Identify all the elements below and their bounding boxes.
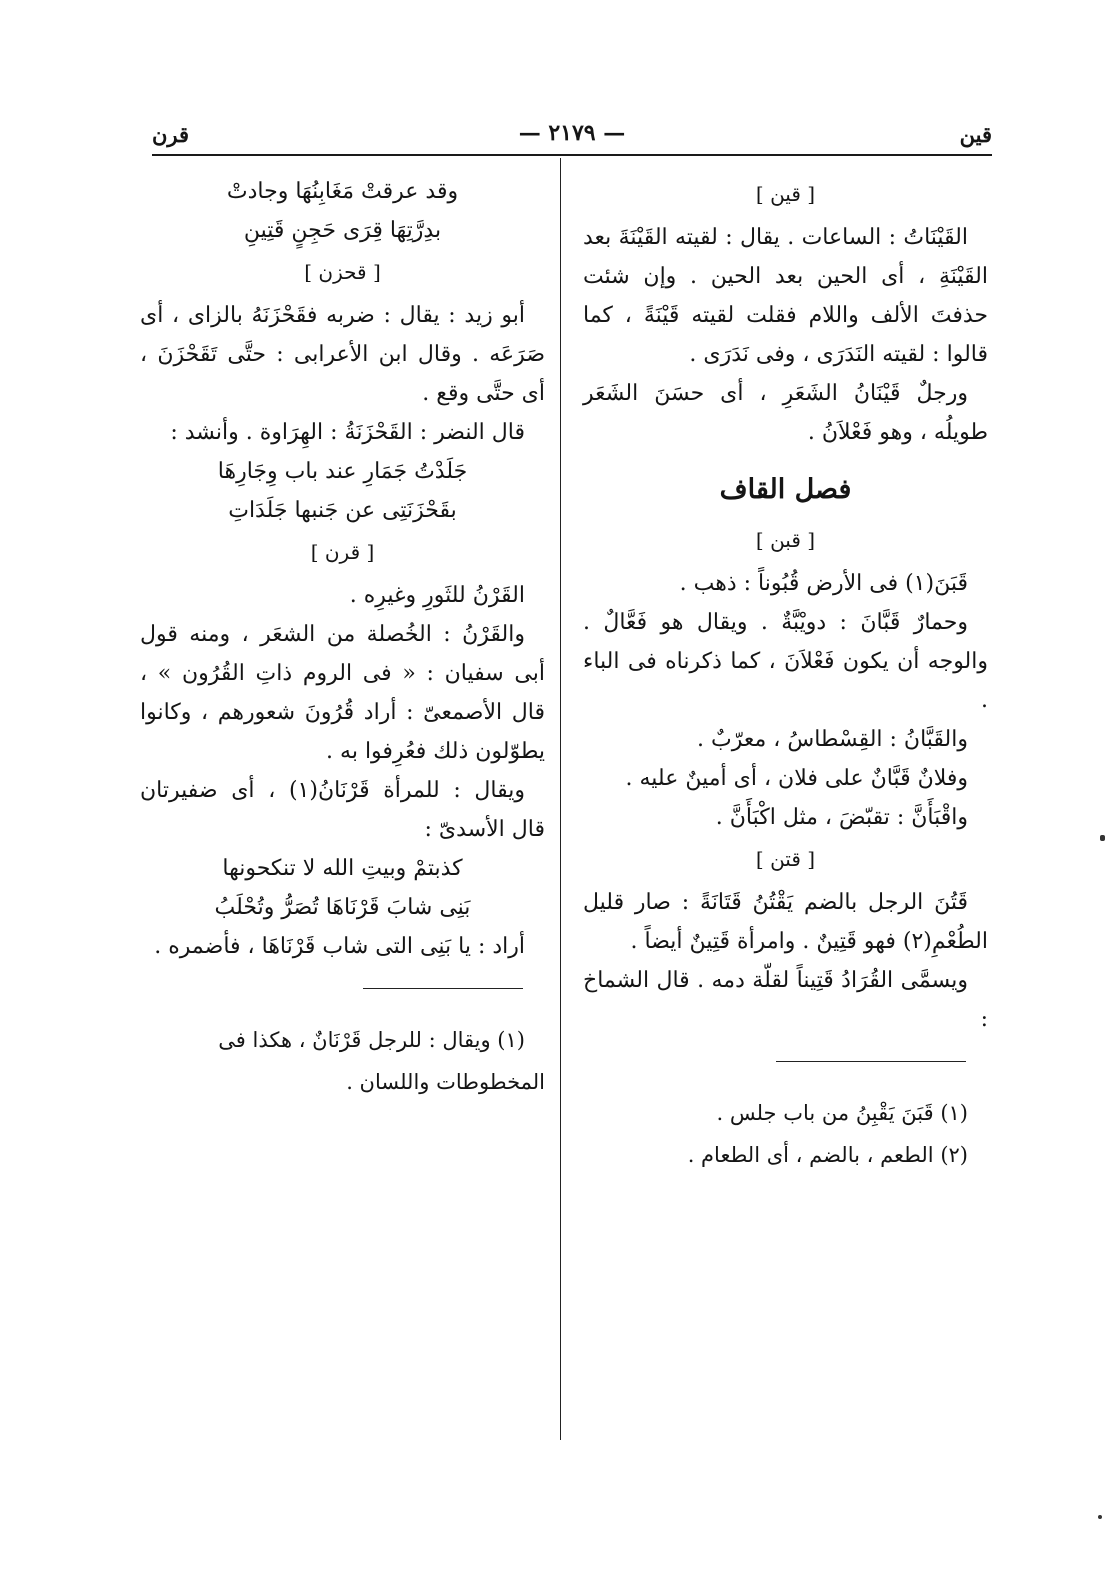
- paragraph: القَرْنُ للثَورِ وغيرِه .: [349, 583, 525, 608]
- footnote-rule: [363, 988, 523, 989]
- paragraph: وفلانٌ قَبَّانٌ على فلان ، أى أمينٌ عليه .: [625, 766, 968, 791]
- paragraph: والقَبَّانُ : القِسْطاسُ ، معرّبٌ .: [697, 727, 968, 752]
- entry-tag-qhzn: [ قحزن ]: [304, 260, 381, 284]
- scan-speck: [1098, 1515, 1102, 1519]
- verse-line: بَنِى شابَ قَرْنَاهَا تُصَرُّ وتُحْلَبُ: [214, 895, 471, 920]
- footnote: (١) ويقال : للرجل قَرْنَانٌ ، هكذا فى المخطوطات واللسان .: [218, 1028, 545, 1094]
- paragraph: قال النضر : القَحْزَنَةُ : الهِرَاوة . وأنشد :: [170, 420, 525, 445]
- verse-line: بدِرَّتِهَا قِرَى حَجِنٍ قَتِينِ: [243, 218, 442, 243]
- right-column: [583, 172, 988, 1176]
- paragraph: ويقال : للمرأة قَرْنَانُ(١) ، أى ضفيرتان قال الأسدىّ :: [140, 778, 545, 842]
- header-rule: [152, 154, 992, 156]
- entry-tag-qbn: [ قبن ]: [755, 528, 816, 552]
- scan-speck: [1100, 835, 1105, 841]
- running-header: [152, 118, 992, 154]
- footnote: (٢) الطعم ، بالضم ، أى الطعام .: [687, 1143, 968, 1167]
- verse-line: كذبتمْ وبيتِ الله لا تنكحونها: [222, 856, 463, 881]
- footnote: (١) قَبَنَ يَقْبِنُ من باب جلس .: [716, 1101, 968, 1125]
- verse-line: وقد عرقتْ مَغَابِنُهَا وجادتْ: [226, 179, 459, 204]
- paragraph: أبو زيد : يقال : ضربه فقَحْزَنَهُ بالزاى ، أى صَرَعَه . وقال ابن الأعرابى : حتَّى تَقَحْزَنَ ، أى حتَّى وقع .: [140, 303, 545, 406]
- paragraph: واقْبَأَنَّ : تقبّضَ ، مثل اكْبَأَنَّ .: [715, 805, 968, 830]
- page-number: — ٢١٧٩ —: [518, 120, 626, 146]
- entry-tag-qyn: [ قين ]: [755, 182, 816, 206]
- paragraph: أراد : يا بَنِى التى شاب قَرْنَاهَا ، فأضمره .: [154, 934, 525, 959]
- header-entry-left: قرن: [152, 122, 190, 147]
- column-divider: [560, 158, 561, 1440]
- paragraph: قَبَنَ(١) فى الأرض قُبُوناً : ذهب .: [679, 571, 968, 596]
- paragraph: القَيْنَاتُ : الساعات . يقال : لقيته القَيْنَةَ بعد القَيْنَةِ ، أى الحين بعد الحين . وإن شئت حذفتَ الألف واللام فقلت لقيته قَيْنَةً ، كما قالوا : لقيته النَدَرَى ، وفى نَدَرَى .: [583, 225, 988, 367]
- header-entry-right: قين: [959, 122, 992, 147]
- section-heading: فصل القاف: [719, 474, 852, 505]
- entry-tag-qtn: [ قتن ]: [755, 847, 816, 871]
- entry-tag-qrn: [ قرن ]: [310, 540, 375, 564]
- paragraph: والقَرْنُ : الخُصلة من الشعَر ، ومنه قول أبى سفيان : « فى الروم ذاتِ القُرُون » ، قال الأصمعىّ : أراد قُرُونَ شعورهم ، وكانوا يطوّلون ذلك فعُرِفوا به .: [140, 622, 545, 764]
- paragraph: ورجلٌ قَيْنَانُ الشَعَرِ ، أى حسَنَ الشَعَر طويلُه ، وهو فَعْلاَنُ .: [583, 381, 988, 445]
- paragraph: وحمارٌ قَبَّانَ : دويْبَّةٌ . ويقال هو فَعَّالٌ . والوجه أن يكون فَعْلاَنَ ، كما ذكرناه فى الباء .: [583, 610, 988, 713]
- verse-line: جَلَدْتُ جَمَارِ عند باب وِجَارِهَا: [217, 459, 468, 484]
- footnote-rule: [776, 1061, 966, 1062]
- paragraph: ويسمَّى القُرَادُ قَتِيناً لقلّة دمه . قال الشماخ :: [583, 968, 988, 1032]
- verse-line: بقَحْزَنَتِى عن جَنبها جَلَدَاتِ: [228, 498, 457, 523]
- left-column: [140, 172, 545, 1103]
- paragraph: قَتُنَ الرجل بالضم يَقْتُنُ قَتَانَةً : صار قليل الطُعْمِ(٢) فهو قَتِينٌ . وامرأة قَتِينٌ أيضاً .: [583, 890, 988, 954]
